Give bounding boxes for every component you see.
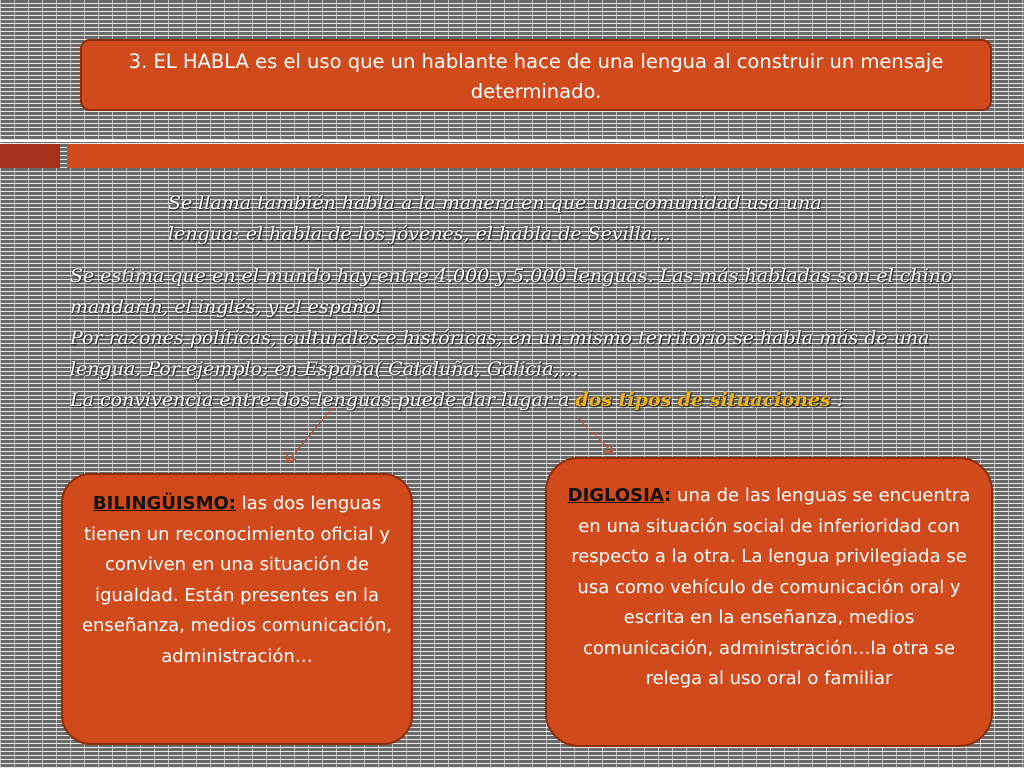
habla-definition-text: Se llama también habla a la manera en que una comunidad usa una lengua: el habla de los jóvenes, el habla de Sevilla…: [168, 192, 822, 245]
diglosia-box: [545, 457, 993, 747]
arrow-head-diglosia: [603, 444, 612, 452]
lenguas-line-3-suffix: :: [830, 389, 844, 411]
bilinguismo-text: las dos lenguas tienen un reconocimiento oficial y conviven en una situación de igualdad. Están presentes en la enseñanza, medios comunicación, administración…: [81, 493, 393, 667]
arrow-to-diglosia: [578, 418, 612, 452]
bilinguismo-term: BILINGÜISMO:: [92, 493, 236, 514]
diglosia-term: DIGLOSIA: [567, 485, 665, 506]
bilinguismo-box: [61, 473, 413, 745]
situaciones-highlight: dos tipos de situaciones: [575, 389, 831, 411]
divider-line: [0, 140, 1024, 142]
diglosia-colon: :: [664, 485, 672, 506]
title-box: [80, 39, 992, 111]
lenguas-line-2: Por razones políticas, culturales e históricas, en un mismo territorio se habla más de una lengua. Por ejemplo: en España( Cataluña, Galicia,…: [70, 327, 930, 380]
lenguas-line-3: [70, 385, 960, 416]
diglosia-text: una de las lenguas se encuentra en una situación social de inferioridad con respecto a la otra. La lengua privilegiada se usa como vehículo de comunicación oral y escrita en la enseñanza, medios comunicación, administración…la otra se relega al uso oral o familiar: [571, 485, 971, 689]
arrow-to-bilinguismo: [287, 408, 333, 462]
accent-band-left: [0, 144, 60, 168]
lenguas-line-1: Se estima que en el mundo hay entre 4.000 y 5.000 lenguas. Las más habladas son el chino mandarín, el inglés, y el español: [70, 265, 953, 318]
arrow-head-bilinguismo: [287, 452, 296, 462]
habla-definition-paragraph: [168, 188, 898, 250]
lenguas-paragraph: [70, 261, 960, 416]
accent-band-right: [67, 144, 1024, 168]
lenguas-line-3-prefix: La convivencia entre dos lenguas puede dar lugar a: [70, 389, 576, 411]
title-text: 3. EL HABLA es el uso que un hablante hace de una lengua al construir un mensaje determinado.: [128, 50, 944, 103]
